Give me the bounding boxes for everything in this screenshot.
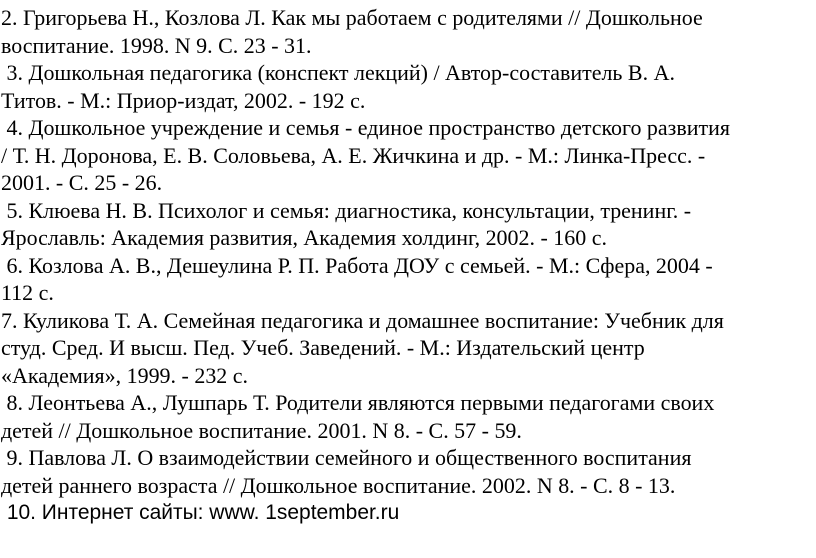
reference-item-9 [1,444,816,499]
reference-line: 8. Леонтьева А., Лушпарь Т. Родители являются первыми педагогами своих [1,390,715,415]
reference-line: 2001. - С. 25 - 26. [1,170,163,195]
reference-item-7 [1,307,816,390]
reference-line: детей // Дошкольное воспитание. 2001. N 8. - С. 57 - 59. [1,417,522,443]
reference-line: Титов. - М.: Приор-издат, 2002. - 192 с. [1,87,366,113]
reference-line: 2. Григорьева Н., Козлова Л. Как мы работаем с родителями // Дошкольное [1,5,703,30]
reference-item-4 [1,114,816,197]
reference-line: «Академия», 1999. - 232 с. [1,362,249,388]
reference-line: Ярославль: Академия развития, Академия холдинг, 2002. - 160 с. [1,225,607,250]
reference-line: детей раннего возраста // Дошкольное воспитание. 2002. N 8. - С. 8 - 13. [1,472,676,498]
reference-line: 4. Дошкольное учреждение и семья - единое пространство детского развития [1,115,730,140]
reference-line: 10. Интернет сайты: www. 1september.ru [1,501,400,524]
reference-line: 3. Дошкольная педагогика (конспект лекций) / Автор-составитель В. А. [1,60,675,85]
reference-line: воспитание. 1998. N 9. С. 23 - 31. [1,32,312,58]
reference-line: студ. Сред. И высш. Пед. Учеб. Заведений. - М.: Издательский центр [1,335,645,360]
reference-item-3 [1,59,816,114]
reference-item-8 [1,389,816,444]
reference-item-5 [1,197,816,252]
reference-item-6 [1,252,816,307]
reference-line: 112 с. [1,280,54,305]
reference-line: 6. Козлова А. В., Дешеулина Р. П. Работа ДОУ с семьей. - М.: Сфера, 2004 - [1,252,713,278]
reference-line: 7. Куликова Т. А. Семейная педагогика и домашнее воспитание: Учебник для [1,307,724,333]
reference-line: 5. Клюева Н. В. Психолог и семья: диагностика, консультации, тренинг. - [1,197,692,223]
reference-line: 9. Павлова Л. О взаимодействии семейного и общественного воспитания [1,445,692,470]
reference-line: / Т. Н. Доронова, Е. В. Соловьева, А. Е. Жичкина и др. - М.: Линка-Пресс. - [1,142,706,168]
reference-item-10 [1,499,816,527]
reference-item-2 [1,4,816,59]
